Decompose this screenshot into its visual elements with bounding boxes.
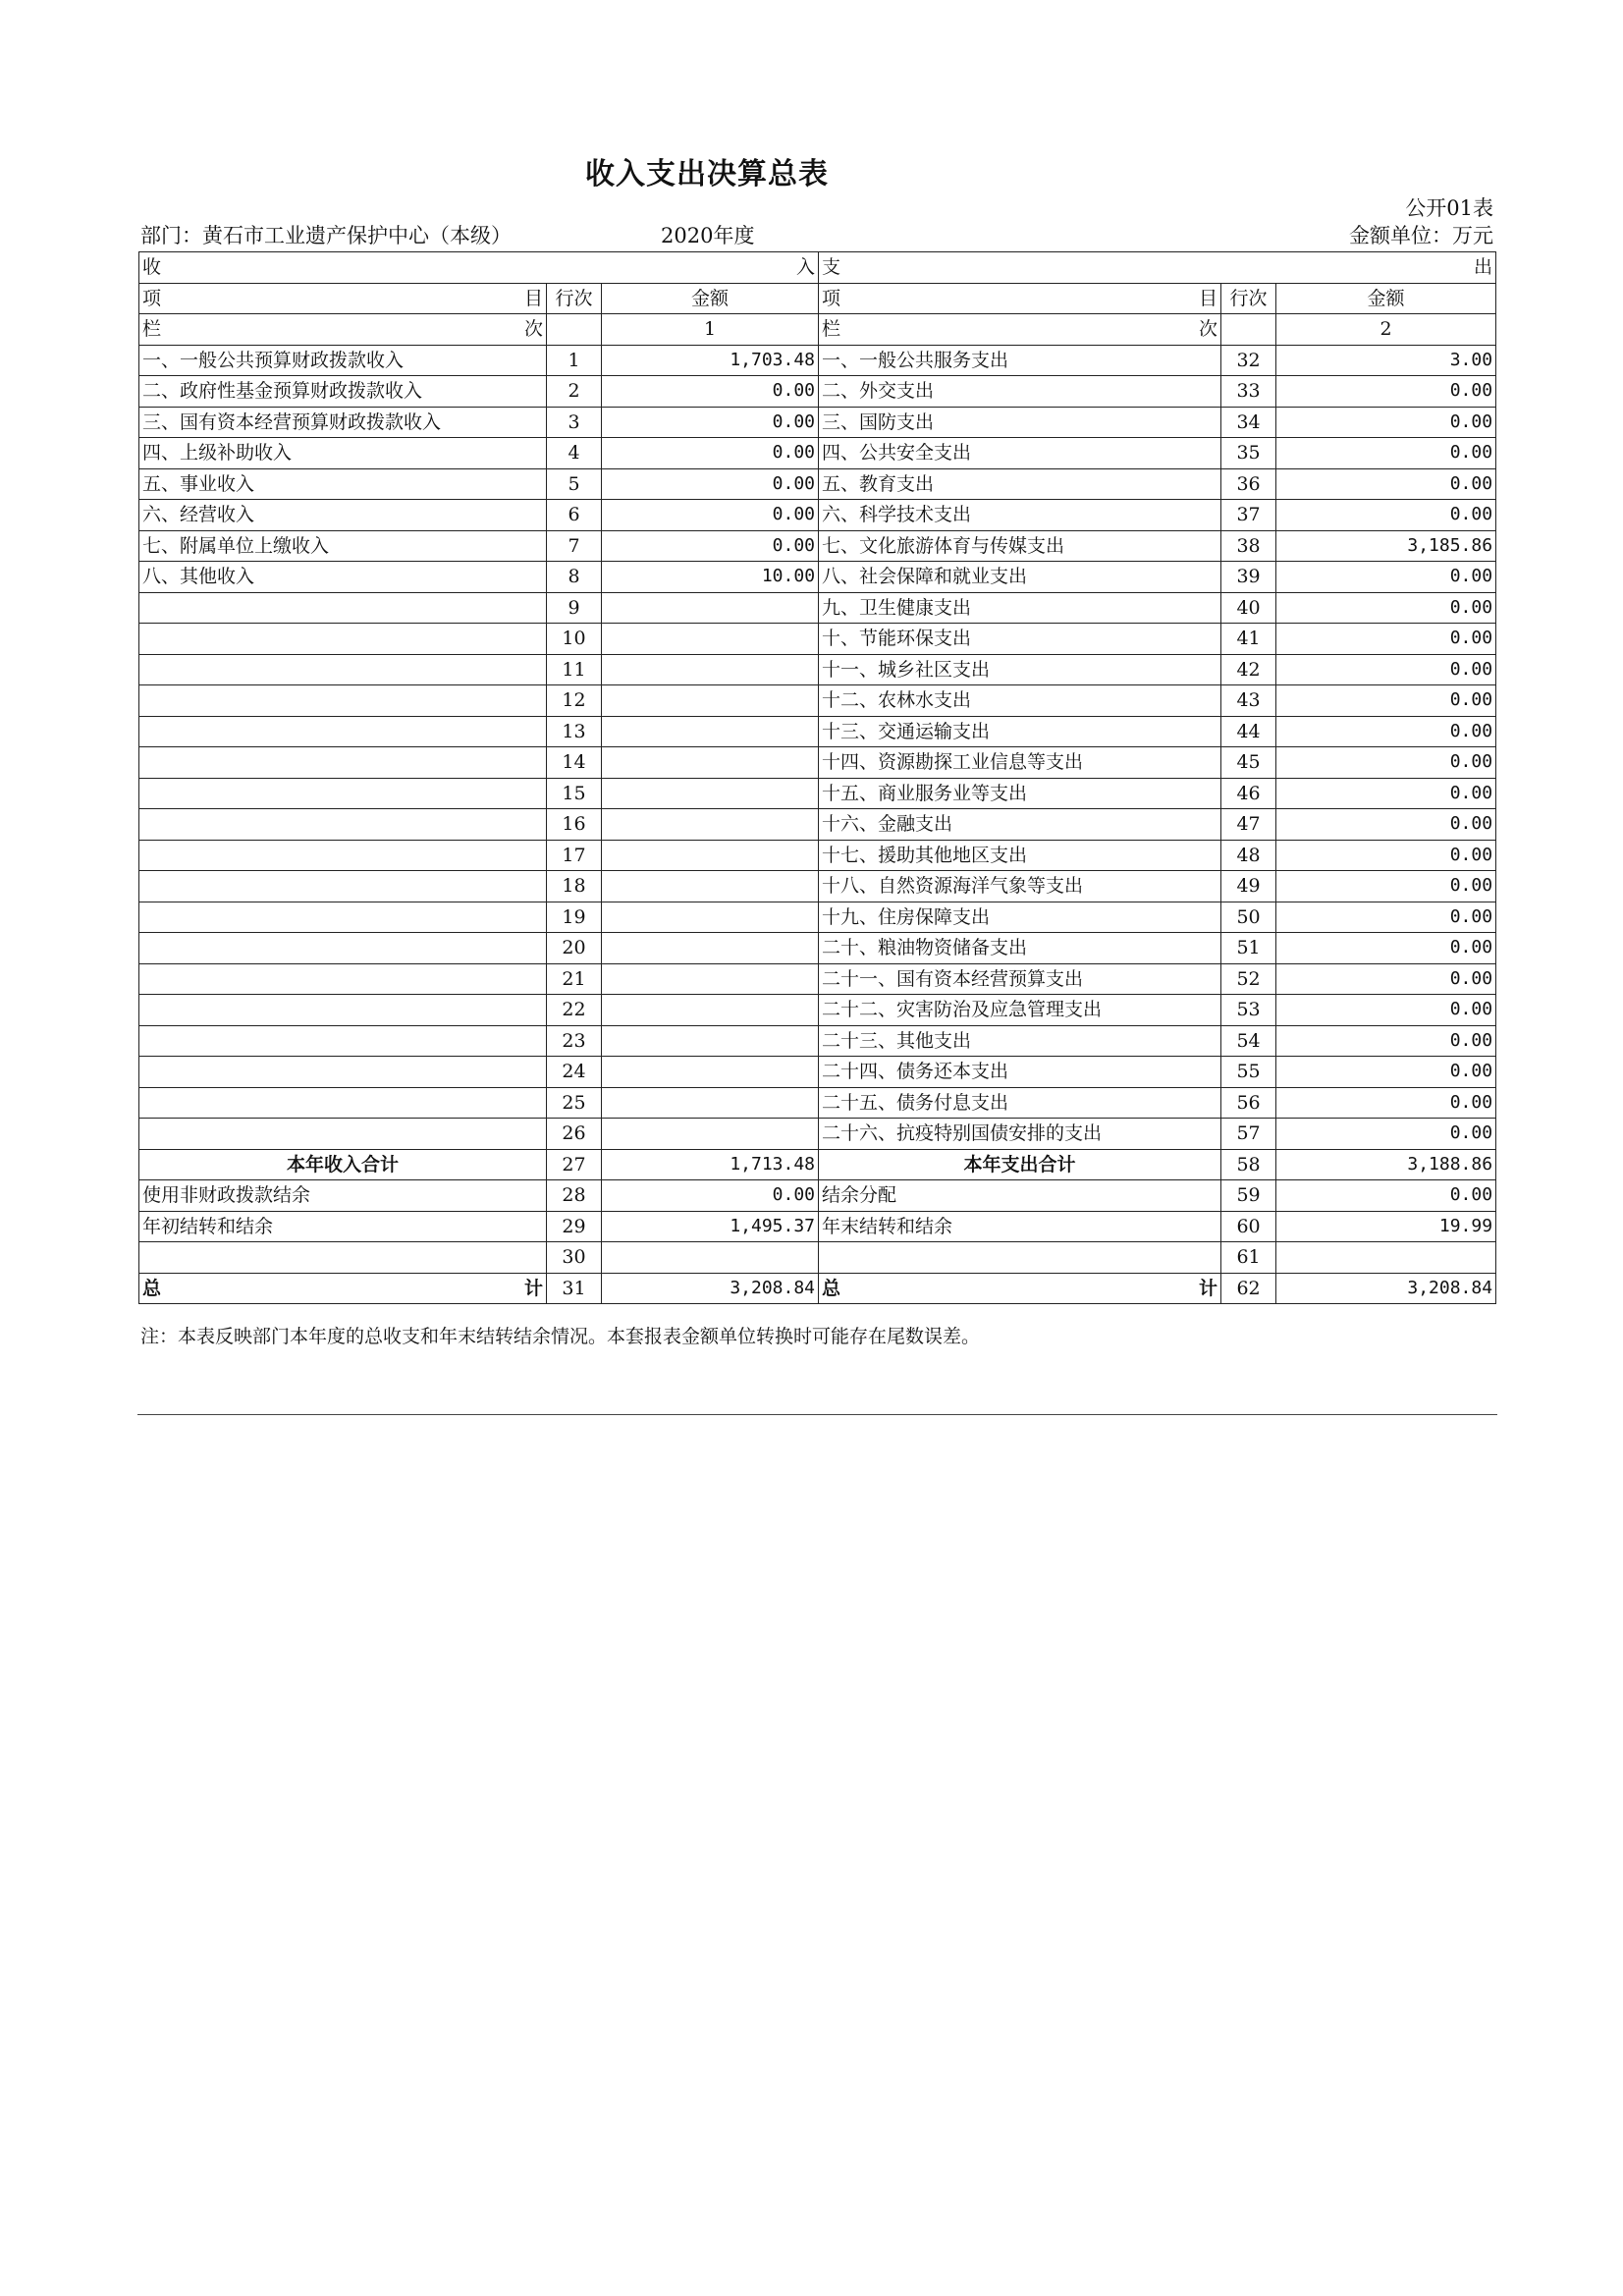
expense-column-label bbox=[819, 314, 1221, 346]
income-item: 年初结转和结余 bbox=[139, 1211, 547, 1242]
amount-unit: 金额单位：万元 bbox=[1349, 224, 1493, 247]
income-amount bbox=[602, 1057, 819, 1088]
expense-row-number: 40 bbox=[1221, 592, 1276, 624]
income-item: 八、其他收入 bbox=[139, 562, 547, 593]
expense-amount: 19.99 bbox=[1276, 1211, 1496, 1242]
table-row bbox=[139, 530, 1496, 562]
income-row-number: 30 bbox=[547, 1242, 602, 1274]
expense-item: 结余分配 bbox=[819, 1180, 1221, 1212]
income-row-number: 20 bbox=[547, 933, 602, 964]
income-item bbox=[139, 809, 547, 841]
expense-item: 二、外交支出 bbox=[819, 376, 1221, 408]
income-amount bbox=[602, 871, 819, 902]
table-row bbox=[139, 902, 1496, 933]
income-amount bbox=[602, 592, 819, 624]
income-item bbox=[139, 963, 547, 995]
income-amount-header: 金额 bbox=[602, 283, 819, 314]
table-row bbox=[139, 438, 1496, 469]
income-row-number: 12 bbox=[547, 685, 602, 717]
income-header-left: 收 bbox=[142, 256, 162, 279]
expense-amount: 0.00 bbox=[1276, 871, 1496, 902]
income-item: 三、国有资本经营预算财政拨款收入 bbox=[139, 407, 547, 438]
income-amount bbox=[602, 685, 819, 717]
department-label: 部门：黄石市工业遗产保护中心（本级） bbox=[140, 224, 512, 247]
expense-item: 年末结转和结余 bbox=[819, 1211, 1221, 1242]
income-item bbox=[139, 933, 547, 964]
expense-row-number: 61 bbox=[1221, 1242, 1276, 1274]
expense-row-number: 59 bbox=[1221, 1180, 1276, 1212]
expense-row-number: 38 bbox=[1221, 530, 1276, 562]
income-row-number: 13 bbox=[547, 716, 602, 747]
expense-row-number: 53 bbox=[1221, 995, 1276, 1026]
income-amount bbox=[602, 840, 819, 871]
expense-item: 本年支出合计 bbox=[819, 1149, 1221, 1180]
table-row bbox=[139, 376, 1496, 408]
expense-total-label-b: 计 bbox=[1199, 1277, 1218, 1299]
income-item-header-left: 项 bbox=[142, 287, 162, 309]
expense-amount: 0.00 bbox=[1276, 1180, 1496, 1212]
income-row-number: 11 bbox=[547, 654, 602, 685]
income-total-label-a: 总 bbox=[142, 1277, 162, 1299]
income-amount: 10.00 bbox=[602, 562, 819, 593]
expense-total-label bbox=[819, 1273, 1221, 1304]
report-meta bbox=[140, 220, 1493, 249]
table-row bbox=[139, 1180, 1496, 1212]
income-item bbox=[139, 995, 547, 1026]
table-row bbox=[139, 407, 1496, 438]
income-total-amount: 3,208.84 bbox=[602, 1273, 819, 1304]
income-column-label bbox=[139, 314, 547, 346]
income-item bbox=[139, 1057, 547, 1088]
income-amount bbox=[602, 716, 819, 747]
table-row bbox=[139, 345, 1496, 376]
income-row-number: 10 bbox=[547, 624, 602, 655]
table-row bbox=[139, 562, 1496, 593]
expense-column-blank bbox=[1221, 314, 1276, 346]
expense-row-number: 54 bbox=[1221, 1025, 1276, 1057]
income-row-number: 31 bbox=[547, 1273, 602, 1304]
expense-item-header bbox=[819, 283, 1221, 314]
income-expense-table bbox=[138, 251, 1496, 1304]
income-item: 四、上级补助收入 bbox=[139, 438, 547, 469]
expense-item: 十九、住房保障支出 bbox=[819, 902, 1221, 933]
income-row-number: 29 bbox=[547, 1211, 602, 1242]
expense-item: 五、教育支出 bbox=[819, 468, 1221, 500]
expense-row-number: 37 bbox=[1221, 500, 1276, 531]
income-amount bbox=[602, 1025, 819, 1057]
income-amount: 1,495.37 bbox=[602, 1211, 819, 1242]
table-row bbox=[139, 995, 1496, 1026]
expense-amount: 0.00 bbox=[1276, 1057, 1496, 1088]
income-amount bbox=[602, 1242, 819, 1274]
income-total-label-b: 计 bbox=[523, 1277, 543, 1299]
income-row-number: 18 bbox=[547, 871, 602, 902]
table-row bbox=[139, 778, 1496, 809]
expense-row-number: 47 bbox=[1221, 809, 1276, 841]
income-row-number: 6 bbox=[547, 500, 602, 531]
income-row-number: 27 bbox=[547, 1149, 602, 1180]
income-amount: 1,703.48 bbox=[602, 345, 819, 376]
expense-col-left: 栏 bbox=[822, 318, 841, 341]
table-row bbox=[139, 963, 1496, 995]
table-row bbox=[139, 840, 1496, 871]
expense-amount: 0.00 bbox=[1276, 685, 1496, 717]
expense-amount: 0.00 bbox=[1276, 376, 1496, 408]
table-row bbox=[139, 809, 1496, 841]
expense-row-number: 52 bbox=[1221, 963, 1276, 995]
expense-row-number: 44 bbox=[1221, 716, 1276, 747]
expense-row-number: 49 bbox=[1221, 871, 1276, 902]
income-row-number: 23 bbox=[547, 1025, 602, 1057]
expense-amount: 0.00 bbox=[1276, 1087, 1496, 1119]
table-row bbox=[139, 685, 1496, 717]
income-amount bbox=[602, 995, 819, 1026]
expense-amount: 0.00 bbox=[1276, 468, 1496, 500]
income-amount bbox=[602, 933, 819, 964]
income-item bbox=[139, 1242, 547, 1274]
expense-amount: 0.00 bbox=[1276, 778, 1496, 809]
expense-row-number: 45 bbox=[1221, 747, 1276, 779]
expense-item: 二十、粮油物资储备支出 bbox=[819, 933, 1221, 964]
table-row bbox=[139, 654, 1496, 685]
expense-item: 十、节能环保支出 bbox=[819, 624, 1221, 655]
expense-row-number: 42 bbox=[1221, 654, 1276, 685]
income-amount bbox=[602, 1119, 819, 1150]
income-total-label bbox=[139, 1273, 547, 1304]
income-row-number: 1 bbox=[547, 345, 602, 376]
income-item bbox=[139, 1119, 547, 1150]
income-amount: 1,713.48 bbox=[602, 1149, 819, 1180]
expense-item: 九、卫生健康支出 bbox=[819, 592, 1221, 624]
expense-item: 十七、援助其他地区支出 bbox=[819, 840, 1221, 871]
table-row bbox=[139, 933, 1496, 964]
income-column-number: 1 bbox=[602, 314, 819, 346]
expense-item: 七、文化旅游体育与传媒支出 bbox=[819, 530, 1221, 562]
income-amount: 0.00 bbox=[602, 438, 819, 469]
expense-item bbox=[819, 1242, 1221, 1274]
income-amount bbox=[602, 747, 819, 779]
expense-row-number: 58 bbox=[1221, 1149, 1276, 1180]
expense-row-number: 46 bbox=[1221, 778, 1276, 809]
expense-amount: 0.00 bbox=[1276, 995, 1496, 1026]
expense-amount bbox=[1276, 1242, 1496, 1274]
income-amount bbox=[602, 778, 819, 809]
income-amount bbox=[602, 809, 819, 841]
expense-item: 四、公共安全支出 bbox=[819, 438, 1221, 469]
subtotal-row bbox=[139, 1149, 1496, 1180]
income-item-header bbox=[139, 283, 547, 314]
divider bbox=[137, 1414, 1497, 1415]
table-row bbox=[139, 1025, 1496, 1057]
expense-row-number: 51 bbox=[1221, 933, 1276, 964]
income-header-right: 入 bbox=[796, 256, 816, 279]
expense-row-number: 55 bbox=[1221, 1057, 1276, 1088]
expense-row-number: 60 bbox=[1221, 1211, 1276, 1242]
expense-row-number: 33 bbox=[1221, 376, 1276, 408]
expense-rowno-header: 行次 bbox=[1221, 283, 1276, 314]
expense-item: 十三、交通运输支出 bbox=[819, 716, 1221, 747]
income-item: 一、一般公共预算财政拨款收入 bbox=[139, 345, 547, 376]
income-column-blank bbox=[547, 314, 602, 346]
expense-item: 十五、商业服务业等支出 bbox=[819, 778, 1221, 809]
expense-row-number: 43 bbox=[1221, 685, 1276, 717]
income-row-number: 21 bbox=[547, 963, 602, 995]
expense-item: 一、一般公共服务支出 bbox=[819, 345, 1221, 376]
income-row-number: 3 bbox=[547, 407, 602, 438]
expense-amount: 0.00 bbox=[1276, 500, 1496, 531]
income-amount: 0.00 bbox=[602, 468, 819, 500]
income-section-header bbox=[139, 252, 819, 284]
income-row-number: 15 bbox=[547, 778, 602, 809]
expense-amount: 0.00 bbox=[1276, 654, 1496, 685]
table-row bbox=[139, 468, 1496, 500]
expense-item: 二十六、抗疫特别国债安排的支出 bbox=[819, 1119, 1221, 1150]
table-row bbox=[139, 592, 1496, 624]
income-item bbox=[139, 840, 547, 871]
expense-total-label-a: 总 bbox=[822, 1277, 841, 1299]
expense-item-header-left: 项 bbox=[822, 287, 841, 309]
expense-amount: 0.00 bbox=[1276, 407, 1496, 438]
income-amount: 0.00 bbox=[602, 500, 819, 531]
expense-item: 十一、城乡社区支出 bbox=[819, 654, 1221, 685]
income-item: 七、附属单位上缴收入 bbox=[139, 530, 547, 562]
income-item bbox=[139, 1087, 547, 1119]
income-item: 六、经营收入 bbox=[139, 500, 547, 531]
expense-row-number: 39 bbox=[1221, 562, 1276, 593]
table-row bbox=[139, 1087, 1496, 1119]
income-item bbox=[139, 747, 547, 779]
header-row-columns bbox=[139, 283, 1496, 314]
income-amount: 0.00 bbox=[602, 376, 819, 408]
income-item bbox=[139, 871, 547, 902]
expense-amount: 0.00 bbox=[1276, 1025, 1496, 1057]
income-amount bbox=[602, 1087, 819, 1119]
expense-item: 十二、农林水支出 bbox=[819, 685, 1221, 717]
expense-row-number: 56 bbox=[1221, 1087, 1276, 1119]
table-row bbox=[139, 747, 1496, 779]
income-row-number: 16 bbox=[547, 809, 602, 841]
expense-item: 二十五、债务付息支出 bbox=[819, 1087, 1221, 1119]
expense-amount: 0.00 bbox=[1276, 747, 1496, 779]
expense-item: 三、国防支出 bbox=[819, 407, 1221, 438]
expense-amount: 0.00 bbox=[1276, 840, 1496, 871]
expense-amount: 0.00 bbox=[1276, 592, 1496, 624]
income-row-number: 28 bbox=[547, 1180, 602, 1212]
income-item: 二、政府性基金预算财政拨款收入 bbox=[139, 376, 547, 408]
income-amount: 0.00 bbox=[602, 1180, 819, 1212]
expense-amount: 0.00 bbox=[1276, 562, 1496, 593]
table-row bbox=[139, 1057, 1496, 1088]
form-code: 公开01表 bbox=[1405, 196, 1493, 220]
income-row-number: 22 bbox=[547, 995, 602, 1026]
expense-amount: 0.00 bbox=[1276, 716, 1496, 747]
header-row-column-numbers bbox=[139, 314, 1496, 346]
expense-amount: 0.00 bbox=[1276, 902, 1496, 933]
table-row bbox=[139, 624, 1496, 655]
table-row bbox=[139, 1211, 1496, 1242]
expense-col-right: 次 bbox=[1199, 318, 1218, 341]
expense-section-header bbox=[819, 252, 1496, 284]
expense-row-number: 41 bbox=[1221, 624, 1276, 655]
income-item: 五、事业收入 bbox=[139, 468, 547, 500]
income-rowno-header: 行次 bbox=[547, 283, 602, 314]
expense-row-number: 50 bbox=[1221, 902, 1276, 933]
income-item bbox=[139, 1025, 547, 1057]
expense-item: 二十三、其他支出 bbox=[819, 1025, 1221, 1057]
income-col-right: 次 bbox=[523, 318, 543, 341]
table-row bbox=[139, 716, 1496, 747]
expense-item: 十四、资源勘探工业信息等支出 bbox=[819, 747, 1221, 779]
income-col-left: 栏 bbox=[142, 318, 162, 341]
expense-item: 六、科学技术支出 bbox=[819, 500, 1221, 531]
table-row bbox=[139, 1119, 1496, 1150]
table-row bbox=[139, 871, 1496, 902]
expense-amount: 3.00 bbox=[1276, 345, 1496, 376]
expense-item-header-right: 目 bbox=[1199, 287, 1218, 309]
income-row-number: 4 bbox=[547, 438, 602, 469]
expense-row-number: 36 bbox=[1221, 468, 1276, 500]
income-row-number: 24 bbox=[547, 1057, 602, 1088]
expense-row-number: 48 bbox=[1221, 840, 1276, 871]
expense-total-amount: 3,208.84 bbox=[1276, 1273, 1496, 1304]
expense-item: 十八、自然资源海洋气象等支出 bbox=[819, 871, 1221, 902]
expense-amount: 0.00 bbox=[1276, 624, 1496, 655]
expense-item: 二十一、国有资本经营预算支出 bbox=[819, 963, 1221, 995]
expense-amount-header: 金额 bbox=[1276, 283, 1496, 314]
expense-row-number: 62 bbox=[1221, 1273, 1276, 1304]
income-amount: 0.00 bbox=[602, 407, 819, 438]
expense-amount: 0.00 bbox=[1276, 1119, 1496, 1150]
expense-amount: 3,188.86 bbox=[1276, 1149, 1496, 1180]
income-item bbox=[139, 624, 547, 655]
expense-item: 十六、金融支出 bbox=[819, 809, 1221, 841]
total-row bbox=[139, 1273, 1496, 1304]
expense-header-right: 出 bbox=[1474, 256, 1493, 279]
income-item-header-right: 目 bbox=[523, 287, 543, 309]
expense-item: 二十二、灾害防治及应急管理支出 bbox=[819, 995, 1221, 1026]
table-row bbox=[139, 500, 1496, 531]
income-amount bbox=[602, 963, 819, 995]
expense-row-number: 32 bbox=[1221, 345, 1276, 376]
income-item: 本年收入合计 bbox=[139, 1149, 547, 1180]
income-row-number: 2 bbox=[547, 376, 602, 408]
income-row-number: 25 bbox=[547, 1087, 602, 1119]
income-item bbox=[139, 654, 547, 685]
income-row-number: 7 bbox=[547, 530, 602, 562]
income-row-number: 14 bbox=[547, 747, 602, 779]
expense-row-number: 57 bbox=[1221, 1119, 1276, 1150]
expense-row-number: 34 bbox=[1221, 407, 1276, 438]
income-item bbox=[139, 685, 547, 717]
income-row-number: 19 bbox=[547, 902, 602, 933]
expense-row-number: 35 bbox=[1221, 438, 1276, 469]
income-amount bbox=[602, 654, 819, 685]
income-row-number: 17 bbox=[547, 840, 602, 871]
footnote: 注：本表反映部门本年度的总收支和年末结转结余情况。本套报表金额单位转换时可能存在尾数误差。 bbox=[140, 1326, 981, 1347]
income-row-number: 8 bbox=[547, 562, 602, 593]
expense-amount: 3,185.86 bbox=[1276, 530, 1496, 562]
expense-amount: 0.00 bbox=[1276, 809, 1496, 841]
income-amount: 0.00 bbox=[602, 530, 819, 562]
income-item bbox=[139, 902, 547, 933]
expense-amount: 0.00 bbox=[1276, 438, 1496, 469]
expense-amount: 0.00 bbox=[1276, 963, 1496, 995]
expense-item: 二十四、债务还本支出 bbox=[819, 1057, 1221, 1088]
income-row-number: 9 bbox=[547, 592, 602, 624]
expense-header-left: 支 bbox=[822, 256, 841, 279]
income-row-number: 5 bbox=[547, 468, 602, 500]
income-item bbox=[139, 592, 547, 624]
expense-column-number: 2 bbox=[1276, 314, 1496, 346]
income-item bbox=[139, 716, 547, 747]
income-amount bbox=[602, 624, 819, 655]
income-row-number: 26 bbox=[547, 1119, 602, 1150]
expense-amount: 0.00 bbox=[1276, 933, 1496, 964]
income-item bbox=[139, 778, 547, 809]
report-title: 收入支出决算总表 bbox=[585, 157, 829, 191]
expense-item: 八、社会保障和就业支出 bbox=[819, 562, 1221, 593]
income-item: 使用非财政拨款结余 bbox=[139, 1180, 547, 1212]
income-amount bbox=[602, 902, 819, 933]
fiscal-year: 2020年度 bbox=[661, 224, 755, 247]
header-row-section bbox=[139, 252, 1496, 284]
table-row bbox=[139, 1242, 1496, 1274]
